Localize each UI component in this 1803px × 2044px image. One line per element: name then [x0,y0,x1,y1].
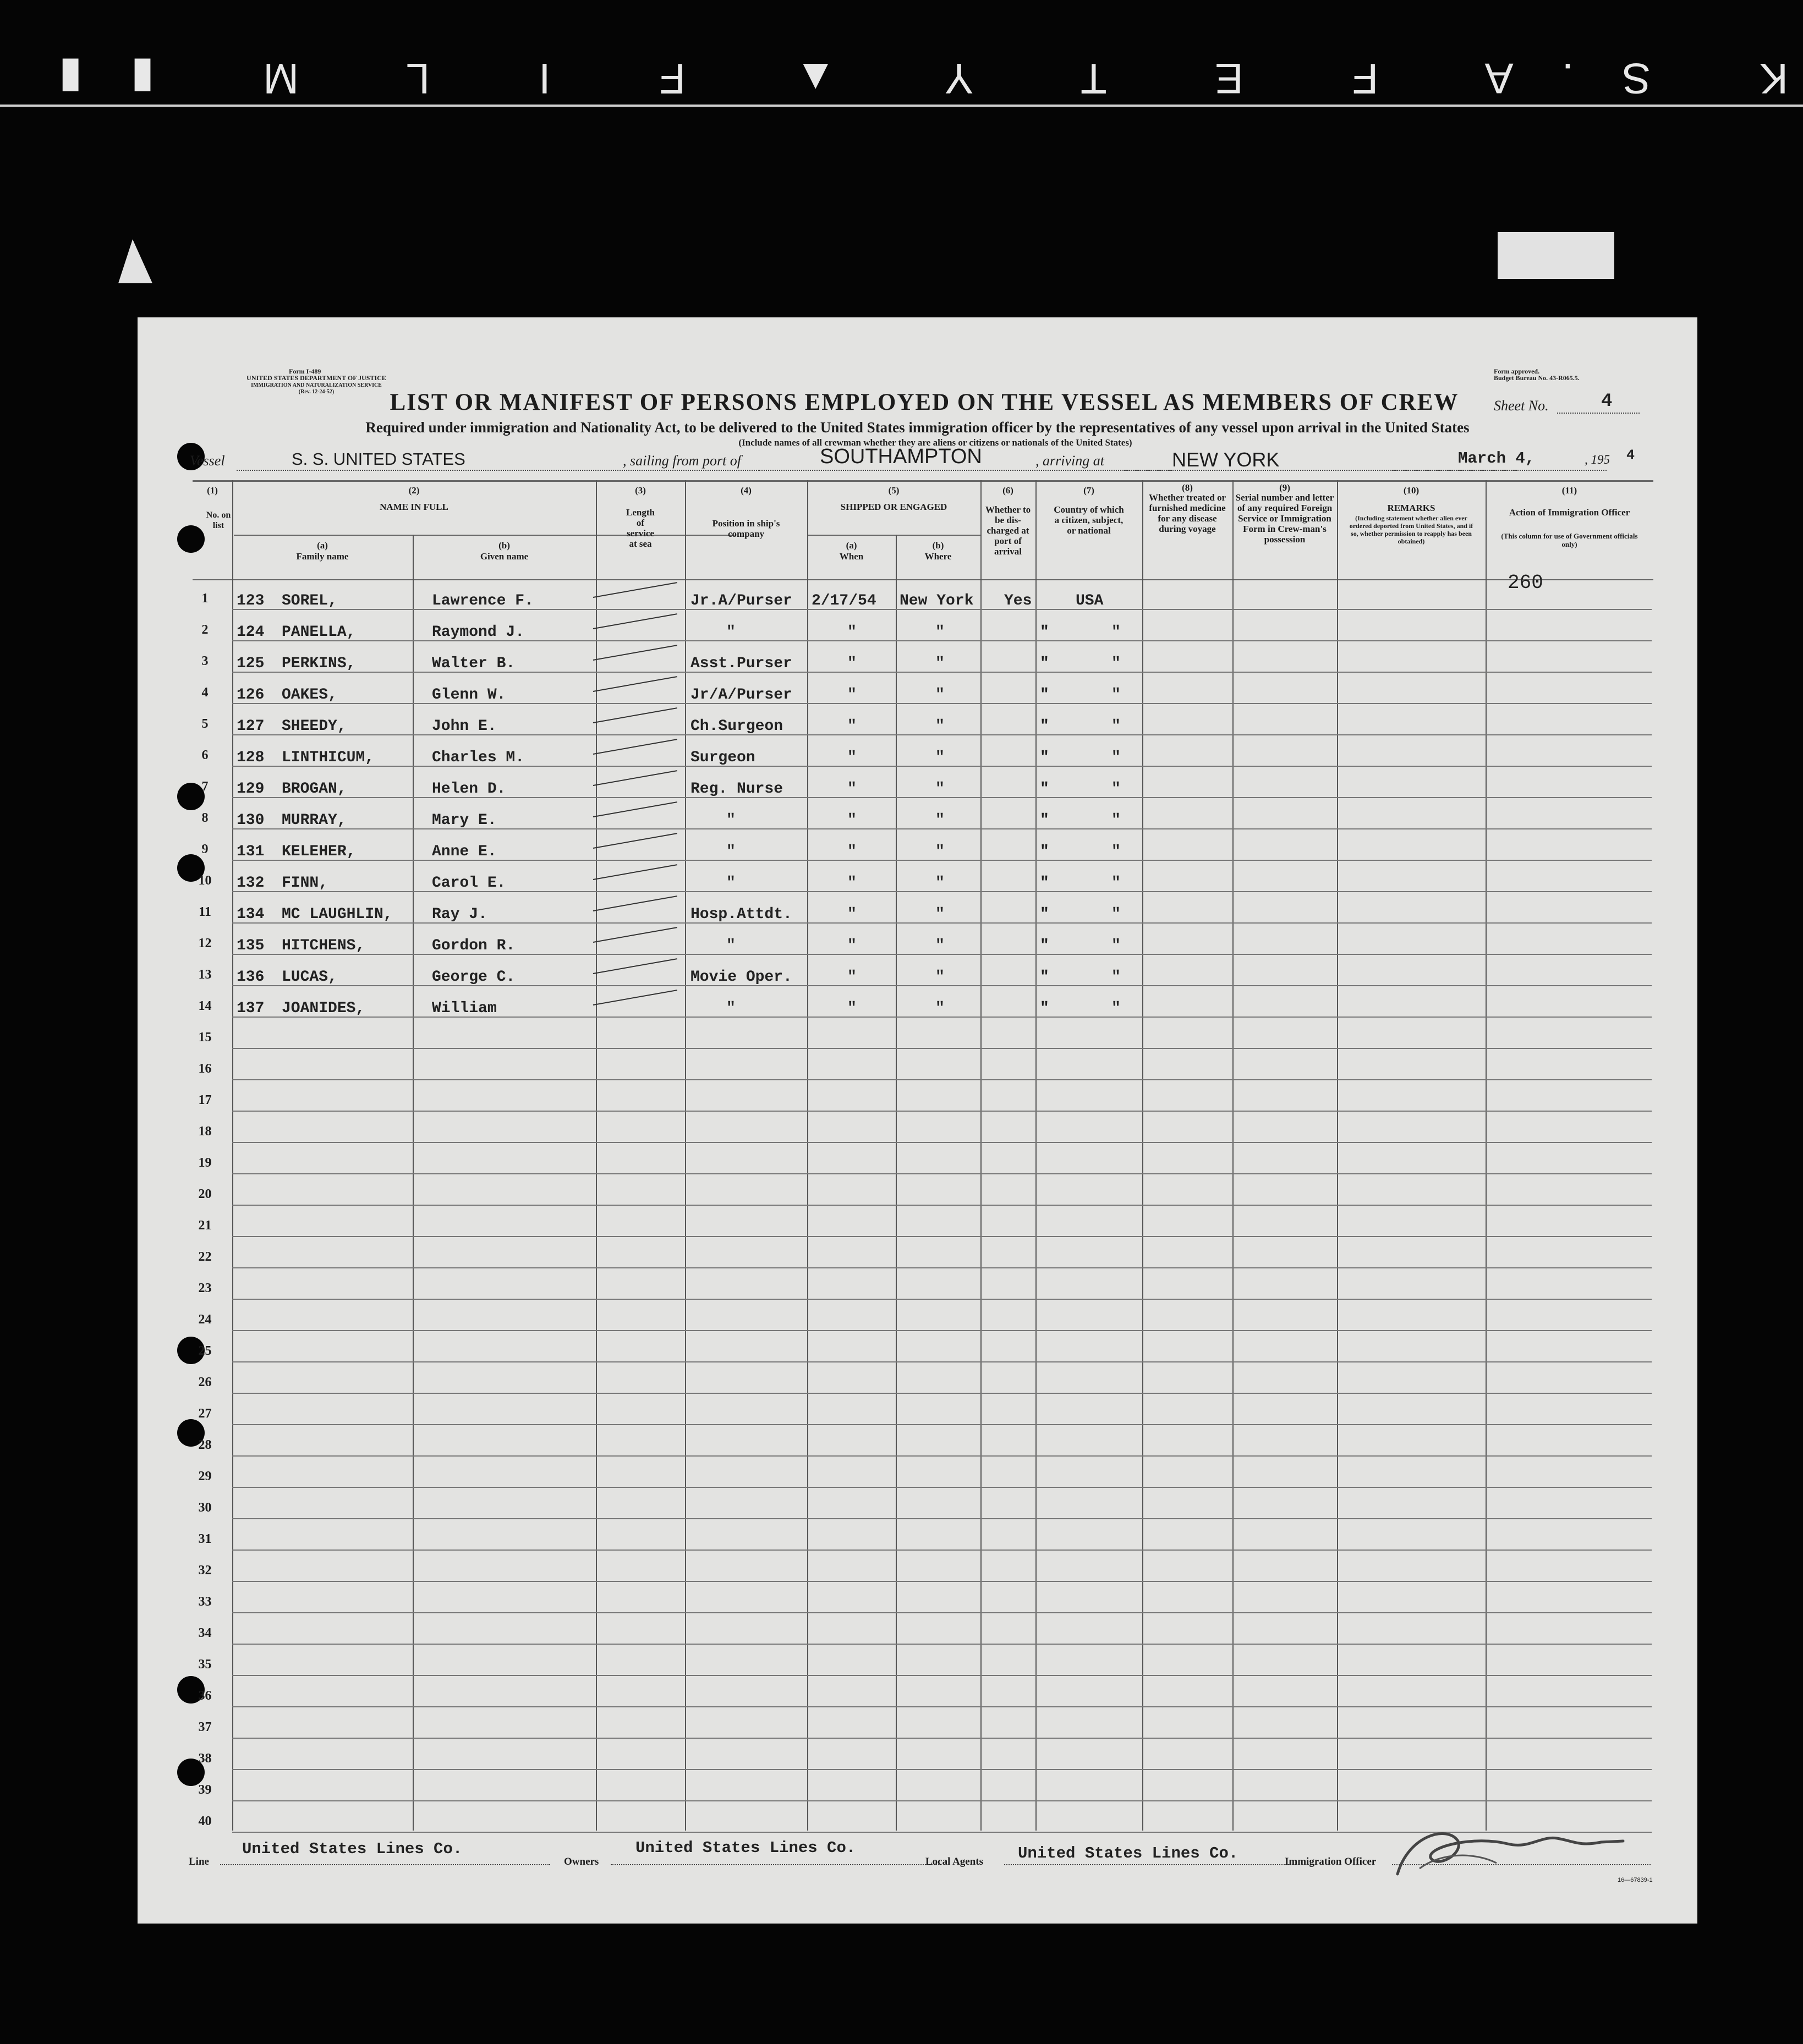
table-row [138,862,1697,894]
row-number: 16 [198,1062,212,1076]
row-number: 7 [201,779,209,794]
officer-count: 260 [1508,572,1543,594]
shipped-where: " [935,624,945,641]
list-number: 134 [237,906,265,923]
service-length-mark [593,801,677,817]
col2b-number: (b) [498,540,510,551]
row-number: 4 [201,685,209,700]
col11-header: Action of Immigration Officer [1509,507,1630,518]
list-number: 136 [237,969,265,986]
table-row [138,1082,1697,1113]
film-edge [0,0,1803,107]
shipped-when: " [847,718,857,735]
service-length-mark [593,676,677,692]
year-prefix: , 195 [1585,453,1610,466]
shipped-when: " [847,969,857,986]
shipped-when: " [847,906,857,923]
table-row [138,1207,1697,1239]
service-length-mark [593,707,677,723]
row-number: 29 [198,1469,212,1483]
row-number: 10 [198,873,212,888]
table-row [138,674,1697,706]
col5a-number: (a) [846,540,857,551]
table-row [138,1427,1697,1458]
row-number: 24 [198,1312,212,1327]
film-edge-label: K S.A F E T Y ▲ F I L M ▮▮ [10,54,1788,103]
row-number: 17 [198,1093,212,1107]
family-name: KELEHER, [282,843,356,860]
col6-header: Whether to be dis-charged at port of arrival [985,504,1031,557]
table-row [138,768,1697,800]
table-row [138,1239,1697,1270]
row-number: 22 [198,1250,212,1264]
family-name: BROGAN, [282,781,347,798]
table-row [138,1615,1697,1646]
shipped-when: " [847,843,857,860]
country: " [1111,843,1121,860]
table-row [138,1458,1697,1490]
given-name: Glenn W. [432,686,506,704]
discharged: " [1040,843,1049,860]
punch-hole [177,525,205,553]
col7-header: Country of which a citizen, subject, or national [1054,504,1124,536]
shipped-where: " [935,718,945,735]
manifest-page [138,317,1697,1924]
row-number: 1 [201,591,209,606]
table-row [138,894,1697,925]
shipped-where: " [935,749,945,766]
given-name: Mary E. [432,812,497,829]
col10-header: REMARKS [1387,503,1435,513]
list-number: 135 [237,937,265,954]
position: Movie Oper. [690,969,792,986]
discharged: " [1040,655,1049,672]
row-number: 3 [201,654,209,668]
table-row [138,1646,1697,1678]
given-name: Helen D. [432,781,506,798]
revision: (Rev. 12-24-52) [298,389,335,395]
shipped-where: " [935,1000,945,1017]
list-number: 129 [237,781,265,798]
row-number: 8 [201,811,209,825]
col2-header: NAME IN FULL [380,502,448,512]
discharged: " [1040,718,1049,735]
row-number: 5 [201,717,209,731]
shipped-where: " [935,781,945,798]
vessel-label: Vessel [190,453,225,469]
col5a-header: When [839,551,864,562]
family-name: MC LAUGHLIN, [282,906,393,923]
table-row [138,737,1697,768]
given-name: Lawrence F. [432,592,534,609]
col4-header: Position in ship's company [712,518,780,539]
row-number: 23 [198,1281,212,1295]
row-number: 19 [198,1156,212,1170]
service-length-mark [593,739,677,755]
row-number: 13 [198,968,212,982]
col4-number: (4) [741,485,752,496]
table-row [138,706,1697,737]
list-number: 128 [237,749,265,766]
form-subtitle: Required under immigration and Nationality Act, to be delivered to the United States immigration officer by the representatives of any vessel upon arrival in the United States [365,419,1470,436]
list-number: 123 [237,592,265,609]
arrival-date: March 4, [1458,449,1535,468]
service: IMMIGRATION AND NATURALIZATION SERVICE [251,382,382,388]
position: Reg. Nurse [690,781,783,798]
given-name: Gordon R. [432,937,516,954]
position: " [726,843,736,860]
list-number: 126 [237,686,265,704]
list-number: 137 [237,1000,265,1017]
table-row [138,1270,1697,1301]
list-number: 130 [237,812,265,829]
family-name: PERKINS, [282,655,356,672]
position: " [726,812,736,829]
owners-label: Owners [564,1856,599,1867]
given-name: William [432,1000,497,1017]
table-row [138,612,1697,643]
table-row [138,1740,1697,1772]
family-name: OAKES, [282,686,337,704]
row-number: 6 [201,748,209,762]
row-number: 35 [198,1657,212,1672]
row-number: 18 [198,1124,212,1139]
family-name: HITCHENS, [282,937,365,954]
service-length-mark [593,645,677,661]
country: " [1111,655,1121,672]
shipped-where: " [935,906,945,923]
agents-value: United States Lines Co. [1018,1844,1238,1862]
row-number: 36 [198,1689,212,1703]
immigration-officer-signature [1364,1803,1640,1885]
family-name: LUCAS, [282,969,337,986]
country: USA [1076,592,1104,609]
row-number: 12 [198,936,212,950]
form-number: Form I-489 [289,367,321,375]
service-length-mark [593,833,677,849]
given-name: Ray J. [432,906,487,923]
row-number: 34 [198,1626,212,1640]
table-row [138,1364,1697,1395]
officer-label: Immigration Officer [1285,1856,1377,1867]
shipped-when: " [847,655,857,672]
row-number: 40 [198,1814,212,1828]
discharged: " [1040,1000,1049,1017]
list-number: 131 [237,843,265,860]
discharged: " [1040,969,1049,986]
port-of-departure: SOUTHAMPTON [820,445,982,468]
given-name: Charles M. [432,749,525,766]
table-row [138,1395,1697,1427]
department: UNITED STATES DEPARTMENT OF JUSTICE [246,374,386,382]
form-note: (Include names of all crewman whether they are aliens or citizens or nationals of the United States) [738,437,1132,448]
row-number: 20 [198,1187,212,1201]
vessel-name: S. S. UNITED STATES [292,449,465,469]
discharged: " [1040,875,1049,892]
country: " [1111,937,1121,954]
given-name: Carol E. [432,875,506,892]
col11-subheader: (This column for use of Government officials only) [1501,532,1638,548]
col5b-number: (b) [932,540,944,551]
position: " [726,624,736,641]
shipped-when: " [847,812,857,829]
table-row [138,1552,1697,1584]
family-name: SOREL, [282,592,337,609]
col3-header: Length of service at sea [626,507,655,549]
film-corner-mark [118,239,152,283]
country: " [1111,624,1121,641]
given-name: Raymond J. [432,624,525,641]
shipped-when: " [847,937,857,954]
port-of-arrival: NEW YORK [1172,448,1280,471]
col6-number: (6) [1002,485,1013,496]
service-length-mark [593,770,677,786]
sheet-label: Sheet No. [1494,398,1549,414]
sheet-number: 4 [1601,391,1613,412]
shipped-where: " [935,686,945,704]
table-row [138,988,1697,1019]
family-name: MURRAY, [282,812,347,829]
col5-number: (5) [888,485,900,496]
service-length-mark [593,958,677,974]
table-row [138,1772,1697,1803]
sailing-label: , sailing from port of [623,453,742,469]
country: " [1111,875,1121,892]
discharged: " [1040,937,1049,954]
table-row [138,643,1697,674]
family-name: SHEEDY, [282,718,347,735]
col2a-number: (a) [317,540,328,551]
list-number: 127 [237,718,265,735]
discharged: " [1040,812,1049,829]
table-row [138,800,1697,831]
budget-bureau: Budget Bureau No. 43-R065.5. [1494,374,1580,382]
country: " [1111,812,1121,829]
family-name: FINN, [282,875,328,892]
row-number: 28 [198,1438,212,1452]
col11-number: (11) [1561,485,1577,496]
row-number: 37 [198,1720,212,1734]
row-number: 11 [199,905,211,919]
row-number: 33 [198,1595,212,1609]
service-length-mark [593,990,677,1005]
shipped-when: " [847,1000,857,1017]
shipped-when: 2/17/54 [812,592,876,609]
year-suffix: 4 [1626,447,1635,463]
col2a-header: Family name [296,551,349,562]
row-number: 31 [198,1532,212,1546]
country: " [1111,906,1121,923]
service-length-mark [593,927,677,943]
family-name: LINTHICUM, [282,749,375,766]
col8-header: Whether treated or furnished medicine for any disease during voyage [1148,492,1226,534]
shipped-when: " [847,624,857,641]
discharged: " [1040,624,1049,641]
row-number: 38 [198,1751,212,1766]
table-row [138,925,1697,957]
table-row [138,831,1697,862]
discharged: " [1040,749,1049,766]
table-row [138,957,1697,988]
col1-header: No. on list [206,510,231,530]
table-row [138,1709,1697,1740]
col5b-header: Where [924,551,952,562]
table-row [138,1113,1697,1145]
shipped-when: " [847,875,857,892]
print-code: 16—67839-1 [1618,1877,1653,1883]
col2-number: (2) [408,485,420,496]
service-length-mark [593,613,677,629]
position: Hosp.Attdt. [690,906,792,923]
list-number: 124 [237,624,265,641]
col3-number: (3) [635,485,646,496]
col9-header: Serial number and letter of any required Foreign Service or Immigration Form in Crew-man's possession [1235,492,1334,545]
table-row [138,1176,1697,1207]
col1-number: (1) [207,485,218,496]
row-number: 14 [198,999,212,1013]
discharged: " [1040,781,1049,798]
table-row [138,1051,1697,1082]
row-number: 32 [198,1563,212,1578]
position: " [726,1000,736,1017]
position: Jr/A/Purser [690,686,792,704]
col10-number: (10) [1403,485,1420,496]
service-length-mark [593,582,677,598]
line-value: United States Lines Co. [242,1840,463,1858]
line-label: Line [189,1856,209,1867]
position: Jr.A/Purser [690,592,792,609]
country: " [1111,686,1121,704]
discharged: Yes [1004,592,1032,609]
row-number: 39 [198,1783,212,1797]
film-target-block [1498,232,1614,279]
col9-number: (9) [1279,482,1290,493]
row-number: 27 [198,1406,212,1421]
position: Asst.Purser [690,655,792,672]
country: " [1111,969,1121,986]
row-number: 9 [201,842,209,856]
shipped-when: " [847,686,857,704]
owners-value: United States Lines Co. [635,1839,856,1857]
agents-label: Local Agents [925,1856,984,1867]
discharged: " [1040,906,1049,923]
col5-header: SHIPPED OR ENGAGED [840,502,947,512]
form-approval: Form approved. [1494,367,1540,375]
given-name: Anne E. [432,843,497,860]
country: " [1111,718,1121,735]
country: " [1111,1000,1121,1017]
arriving-label: , arriving at [1035,453,1104,469]
discharged: " [1040,686,1049,704]
table-row [138,1521,1697,1552]
col7-number: (7) [1083,485,1094,496]
table-row [138,1678,1697,1709]
table-row [138,1145,1697,1176]
shipped-where: " [935,937,945,954]
form-title: LIST OR MANIFEST OF PERSONS EMPLOYED ON THE VESSEL AS MEMBERS OF CREW [390,389,1459,415]
given-name: John E. [432,718,497,735]
given-name: Walter B. [432,655,516,672]
shipped-where: New York [900,592,974,609]
table-row [138,1019,1697,1051]
row-number: 26 [198,1375,212,1389]
row-number: 2 [201,623,209,637]
row-number: 25 [198,1344,212,1358]
shipped-where: " [935,969,945,986]
list-number: 125 [237,655,265,672]
shipped-where: " [935,875,945,892]
service-length-mark [593,864,677,880]
position: " [726,875,736,892]
position: Surgeon [690,749,755,766]
table-row [138,1333,1697,1364]
country: " [1111,781,1121,798]
family-name: JOANIDES, [282,1000,365,1017]
table-row [138,1584,1697,1615]
shipped-where: " [935,655,945,672]
shipped-when: " [847,749,857,766]
position: " [726,937,736,954]
shipped-where: " [935,843,945,860]
shipped-when: " [847,781,857,798]
table-row [138,580,1697,612]
table-row [138,1490,1697,1521]
service-length-mark [593,895,677,911]
position: Ch.Surgeon [690,718,783,735]
row-number: 21 [198,1218,212,1233]
country: " [1111,749,1121,766]
shipped-where: " [935,812,945,829]
table-row [138,1301,1697,1333]
col2b-header: Given name [480,551,529,562]
col8-number: (8) [1182,482,1193,493]
list-number: 132 [237,875,265,892]
row-number: 30 [198,1501,212,1515]
col10-subheader: (Including statement whether alien ever ordered deported from United States, and if so, whether permission to reapply has been obtained) [1349,514,1473,545]
given-name: George C. [432,969,516,986]
family-name: PANELLA, [282,624,356,641]
row-number: 15 [198,1030,212,1045]
